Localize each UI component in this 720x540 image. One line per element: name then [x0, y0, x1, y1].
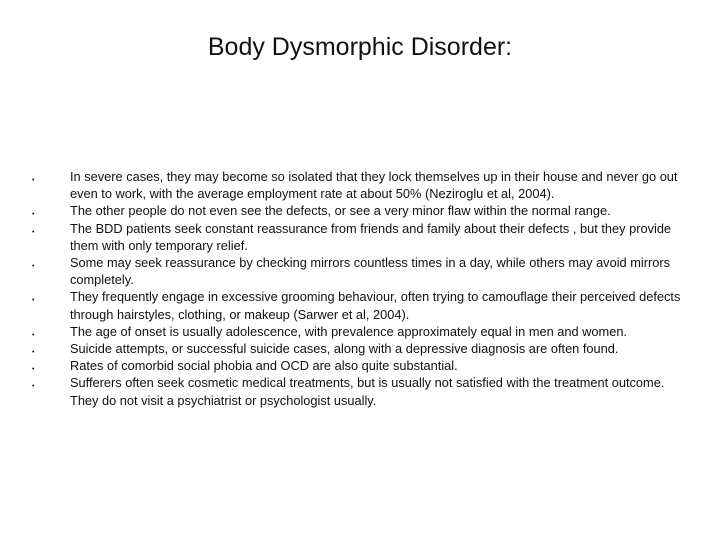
list-item	[28, 288, 688, 322]
bullet-text: Rates of comorbid social phobia and OCD are also quite substantial.	[70, 358, 458, 374]
list-item	[28, 202, 688, 219]
list-item	[28, 374, 688, 408]
bullet-icon: •	[32, 228, 35, 236]
bullet-text: The age of onset is usually adolescence, with prevalence approximately equal in men and women.	[70, 323, 627, 339]
bullet-text: The BDD patients seek constant reassurance from friends and family about their defects , but they provide them with only temporary relief.	[70, 220, 672, 253]
bullet-text: Suicide attempts, or successful suicide cases, along with a depressive diagnosis are often found.	[70, 341, 619, 357]
list-item	[28, 357, 688, 374]
bullet-icon: •	[32, 297, 35, 305]
bullet-text: Some may seek reassurance by checking mirrors countless times in a day, while others may avoid mirrors completely.	[70, 255, 671, 288]
list-item	[28, 220, 688, 254]
bullet-icon: •	[32, 211, 35, 219]
bullet-icon: •	[32, 366, 35, 374]
list-item	[28, 254, 688, 288]
list-item	[28, 323, 688, 340]
slide-title: Body Dysmorphic Disorder:	[207, 33, 513, 61]
bullet-text: Sufferers often seek cosmetic medical treatments, but is usually not satisfied with the treatment outcome. They do not visit a psychiatrist or psychologist usually.	[70, 375, 665, 408]
bullet-icon: •	[32, 263, 35, 271]
bullet-text: They frequently engage in excessive grooming behaviour, often trying to camouflage their perceived defects through hairstyles, clothing, or makeup (Sarwer et al, 2004).	[70, 289, 681, 322]
bullet-list	[28, 168, 688, 409]
bullet-icon: •	[32, 331, 35, 339]
bullet-icon: •	[32, 383, 35, 391]
bullet-icon: •	[32, 177, 35, 184]
bullet-icon: •	[32, 349, 35, 357]
list-item	[28, 340, 688, 357]
list-item	[28, 168, 688, 202]
bullet-text: In severe cases, they may become so isolated that they lock themselves up in their house and never go out even to work, with the average employment rate at about 50% (Neziroglu et al, 2004).	[70, 169, 678, 202]
bullet-text: The other people do not even see the defects, or see a very minor flaw within the normal range.	[70, 203, 611, 219]
